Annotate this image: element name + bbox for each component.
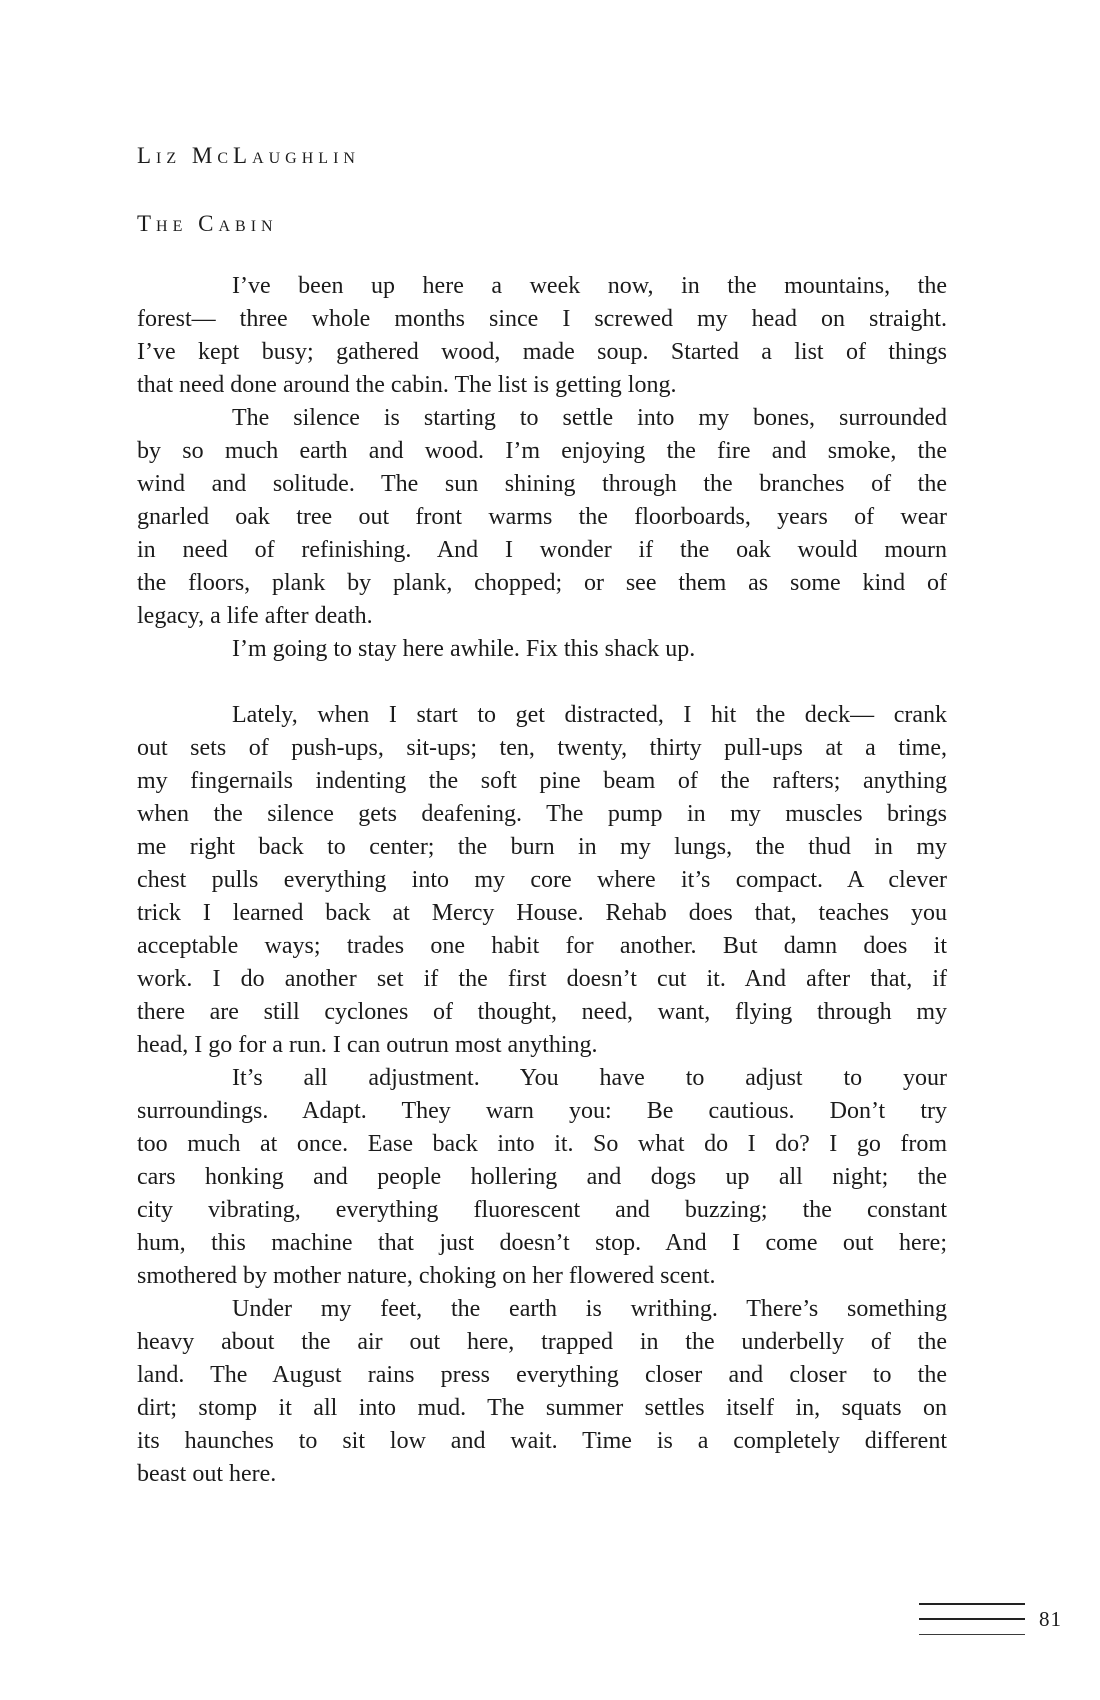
body-line: Lately, when I start to get distracted, I hit the deck— crank xyxy=(232,702,947,728)
body-line: there are still cyclones of thought, need, want, flying through my xyxy=(137,999,947,1025)
text-block xyxy=(137,143,947,1491)
body-line: forest— three whole months since I screwed my head on straight. xyxy=(137,306,947,332)
body-line: the floors, plank by plank, chopped; or see them as some kind of xyxy=(137,570,947,596)
body-line: smothered by mother nature, choking on her flowered scent. xyxy=(137,1263,716,1289)
body-line: me right back to center; the burn in my lungs, the thud in my xyxy=(137,834,947,860)
footer-rule-line xyxy=(919,1618,1025,1620)
body-line: acceptable ways; trades one habit for another. But damn does it xyxy=(137,933,947,959)
page-footer xyxy=(919,1603,1062,1635)
page-number: 81 xyxy=(1039,1607,1062,1631)
body-line: wind and solitude. The sun shining through the branches of the xyxy=(137,471,947,497)
body-line: its haunches to sit low and wait. Time is a completely different xyxy=(137,1428,947,1454)
footer-rule-line xyxy=(919,1634,1025,1635)
body-line: chest pulls everything into my core where it’s compact. A clever xyxy=(137,867,947,893)
body-line: gnarled oak tree out front warms the floorboards, years of wear xyxy=(137,504,947,530)
body-line: Under my feet, the earth is writhing. There’s something xyxy=(232,1296,947,1322)
body-line: in need of refinishing. And I wonder if the oak would mourn xyxy=(137,537,947,563)
story-title: The Cabin xyxy=(137,211,278,236)
body-line: I’ve been up here a week now, in the mountains, the xyxy=(232,273,947,299)
body-line: heavy about the air out here, trapped in the underbelly of the xyxy=(137,1329,947,1355)
body-line: legacy, a life after death. xyxy=(137,603,373,629)
section-break xyxy=(137,666,947,699)
body-line: city vibrating, everything fluorescent and buzzing; the constant xyxy=(137,1197,947,1223)
body-line: I’ve kept busy; gathered wood, made soup. Started a list of things xyxy=(137,339,947,365)
body-line: cars honking and people hollering and dogs up all night; the xyxy=(137,1164,947,1190)
body-line: head, I go for a run. I can outrun most anything. xyxy=(137,1032,598,1058)
body-line: The silence is starting to settle into my bones, surrounded xyxy=(232,405,947,431)
body-line: It’s all adjustment. You have to adjust to your xyxy=(232,1065,947,1091)
body-line: trick I learned back at Mercy House. Rehab does that, teaches you xyxy=(137,900,947,926)
body-line: by so much earth and wood. I’m enjoying the fire and smoke, the xyxy=(137,438,947,464)
body-line: land. The August rains press everything closer and closer to the xyxy=(137,1362,947,1388)
body-line: that need done around the cabin. The list is getting long. xyxy=(137,372,677,398)
author-name: Liz McLaughlin xyxy=(137,143,360,168)
body-line: beast out here. xyxy=(137,1461,277,1487)
body-line: my fingernails indenting the soft pine beam of the rafters; anything xyxy=(137,768,947,794)
body-line: I’m going to stay here awhile. Fix this shack up. xyxy=(232,636,696,662)
body-line: dirt; stomp it all into mud. The summer settles itself in, squats on xyxy=(137,1395,947,1421)
story-body xyxy=(137,270,947,1491)
body-line: when the silence gets deafening. The pump in my muscles brings xyxy=(137,801,947,827)
body-line: hum, this machine that just doesn’t stop. And I come out here; xyxy=(137,1230,947,1256)
body-line: surroundings. Adapt. They warn you: Be cautious. Don’t try xyxy=(137,1098,947,1124)
body-line: out sets of push-ups, sit-ups; ten, twenty, thirty pull-ups at a time, xyxy=(137,735,947,761)
footer-rule-ornament xyxy=(919,1603,1025,1635)
body-line: too much at once. Ease back into it. So what do I do? I go from xyxy=(137,1131,947,1157)
body-line: work. I do another set if the first doesn’t cut it. And after that, if xyxy=(137,966,947,992)
footer-rule-line xyxy=(919,1603,1025,1605)
